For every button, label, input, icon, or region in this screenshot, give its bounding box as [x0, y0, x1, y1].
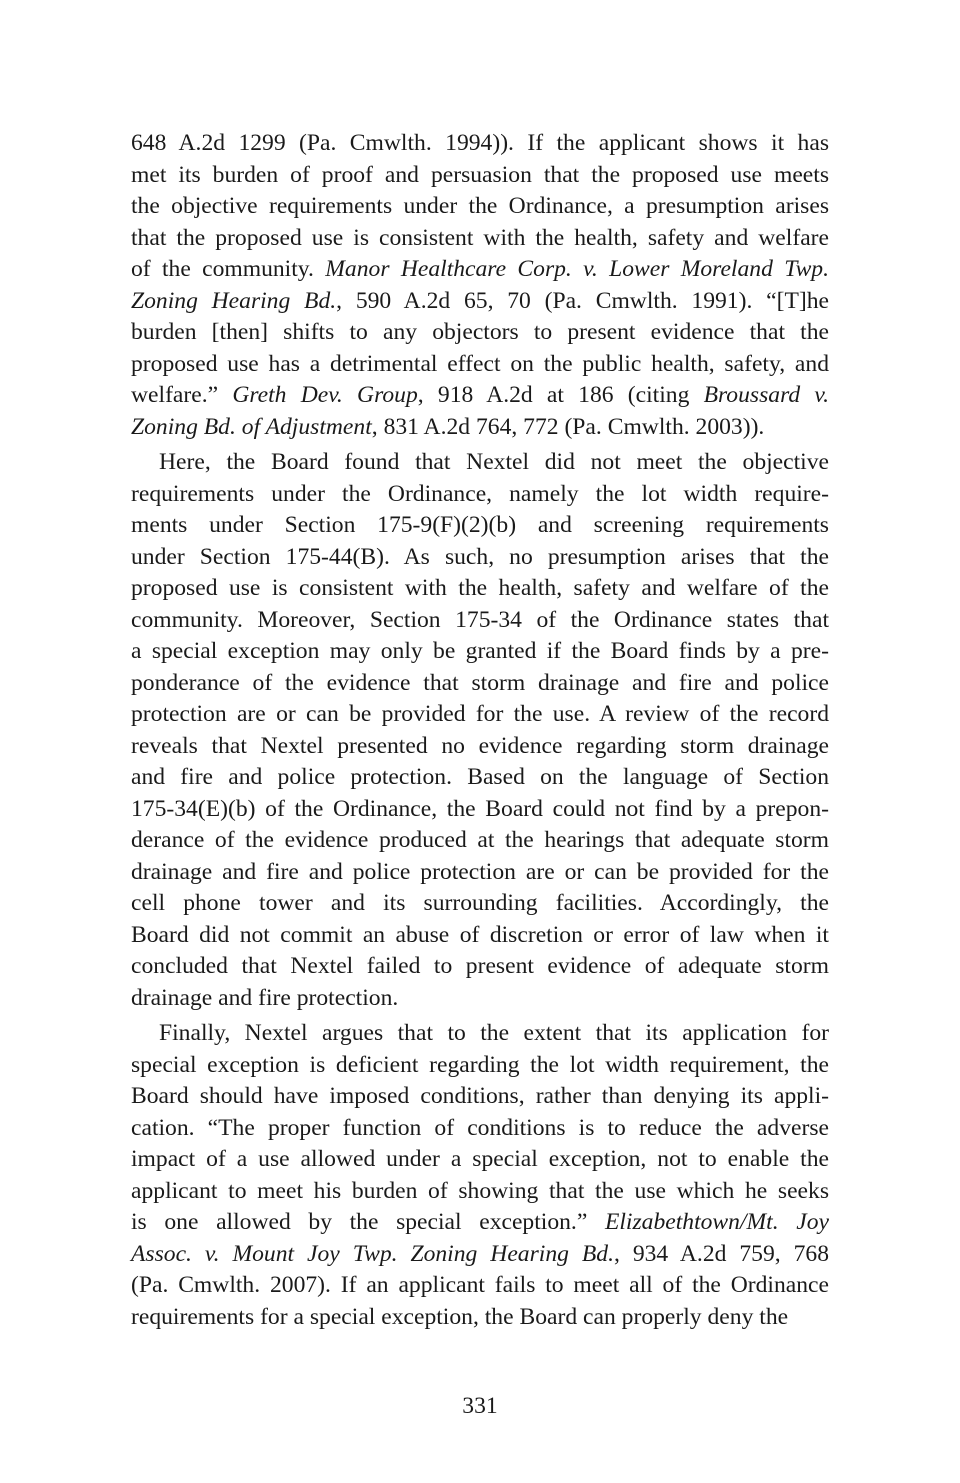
page-number: 331 [462, 1393, 498, 1419]
body-text: requirements for a special exception, the Board can properly deny the [131, 1303, 789, 1330]
body-text: , 831 A.2d 764, 772 (Pa. Cmwlth. 2003)). [371, 413, 765, 440]
text-line [131, 573, 829, 605]
body-text: protection are or can be provided for the use. A review of the record [131, 701, 829, 727]
body-text: impact of a use allowed under a special exception, not to enable the [131, 1146, 829, 1172]
citation-text: Manor Healthcare Corp. v. Lower Moreland Twp. [325, 256, 829, 282]
citation-text: Zoning Bd. of Adjustment [131, 413, 372, 440]
text-line [131, 191, 829, 223]
citation-text: Greth Dev. Group [232, 382, 418, 408]
text-line [131, 983, 829, 1015]
text-line [131, 1081, 829, 1113]
body-text: derance of the evidence produced at the hearings that adequate storm [131, 827, 829, 853]
body-text: proposed use is consistent with the health, safety and welfare of the [131, 575, 829, 601]
body-text: and fire and police protection. Based on the language of Section [131, 764, 829, 790]
citation-text: Broussard v. [703, 382, 830, 408]
paragraph [131, 1018, 829, 1333]
text-line [131, 794, 829, 826]
text-line [131, 412, 829, 444]
text-line [131, 1144, 829, 1176]
body-text: cell phone tower and its surrounding facilities. Accordingly, the [131, 890, 829, 916]
text-line [131, 380, 829, 412]
body-text: ments under Section 175-9(F)(2)(b) and screening requirements [131, 512, 829, 538]
paragraph [131, 447, 829, 1014]
body-text: Here, the Board found that Nextel did not meet the objective [159, 449, 829, 475]
body-text: cation. “The proper function of conditions is to reduce the adverse [131, 1114, 829, 1141]
body-text: reveals that Nextel presented no evidence regarding storm drainage [131, 732, 829, 759]
text-line [131, 286, 829, 318]
body-text: Board should have imposed conditions, rather than denying its appli- [131, 1083, 829, 1109]
body-text: Finally, Nextel argues that to the extent that its application for [159, 1020, 829, 1046]
body-text: concluded that Nextel failed to present evidence of adequate storm [131, 953, 829, 979]
body-text: drainage and fire and police protection are or can be provided for the [131, 858, 829, 885]
text-line [131, 1302, 829, 1334]
body-text: , 918 A.2d at 186 (citing [417, 382, 704, 408]
body-text: met its burden of proof and persuasion that the proposed use meets [131, 161, 829, 188]
body-text: , 590 A.2d 65, 70 (Pa. Cmwlth. 1991). “[T]he [336, 287, 829, 314]
text-line [131, 1270, 829, 1302]
text-line [131, 317, 829, 349]
body-text: applicant to meet his burden of showing that the use which he seeks [131, 1177, 829, 1204]
text-line [131, 542, 829, 574]
citation-text: Assoc. v. Mount Joy Twp. Zoning Hearing Bd. [131, 1240, 614, 1267]
text-line [131, 1050, 829, 1082]
body-text: special exception is deficient regarding the lot width requirement, the [131, 1051, 829, 1078]
text-line [131, 1239, 829, 1271]
text-line [131, 1176, 829, 1208]
text-line [131, 510, 829, 542]
body-text: Board did not commit an abuse of discretion or error of law when it [131, 921, 829, 948]
text-line [131, 349, 829, 381]
body-text: that the proposed use is consistent with the health, safety and welfare [131, 224, 829, 251]
body-text: is one allowed by the special exception.” [131, 1209, 605, 1235]
text-line [131, 223, 829, 255]
body-text: of the community. [131, 256, 326, 282]
text-line [131, 951, 829, 983]
paragraph [131, 128, 829, 443]
body-text: under Section 175-44(B). As such, no presumption arises that the [131, 543, 829, 570]
citation-text: Zoning Hearing Bd. [131, 287, 337, 314]
body-text: (Pa. Cmwlth. 2007). If an applicant fails to meet all of the Ordinance [131, 1272, 829, 1298]
text-line [131, 762, 829, 794]
body-text: proposed use has a detrimental effect on the public health, safety, and [131, 350, 829, 377]
text-line [131, 1207, 829, 1239]
text-line [131, 605, 829, 637]
text-line [131, 479, 829, 511]
body-text: 175-34(E)(b) of the Ordinance, the Board could not find by a prepon- [131, 795, 829, 822]
text-line [131, 254, 829, 286]
text-line [131, 160, 829, 192]
citation-text: Elizabethtown/Mt. Joy [604, 1209, 829, 1235]
body-text: a special exception may only be granted if the Board finds by a pre- [131, 638, 829, 664]
text-line [131, 1113, 829, 1145]
text-line [131, 447, 829, 479]
text-line [131, 699, 829, 731]
text-line [131, 128, 829, 160]
text-line [131, 888, 829, 920]
text-line [131, 636, 829, 668]
body-text: 648 A.2d 1299 (Pa. Cmwlth. 1994)). If the applicant shows it has [131, 130, 829, 156]
body-text: burden [then] shifts to any objectors to present evidence that the [131, 319, 829, 345]
body-text: drainage and fire protection. [131, 984, 399, 1011]
text-line [131, 857, 829, 889]
body-text: community. Moreover, Section 175-34 of the Ordinance states that [131, 606, 829, 633]
text-line [131, 920, 829, 952]
body-text: welfare.” [131, 382, 233, 408]
body-text: requirements under the Ordinance, namely the lot width require- [131, 480, 829, 507]
body-text: ponderance of the evidence that storm drainage and fire and police [131, 669, 829, 696]
text-line [131, 1018, 829, 1050]
text-line [131, 668, 829, 700]
page-body [131, 128, 829, 1333]
text-line [131, 825, 829, 857]
body-text: , 934 A.2d 759, 768 [613, 1240, 829, 1267]
body-text: the objective requirements under the Ordinance, a presumption arises [131, 193, 829, 219]
text-line [131, 731, 829, 763]
